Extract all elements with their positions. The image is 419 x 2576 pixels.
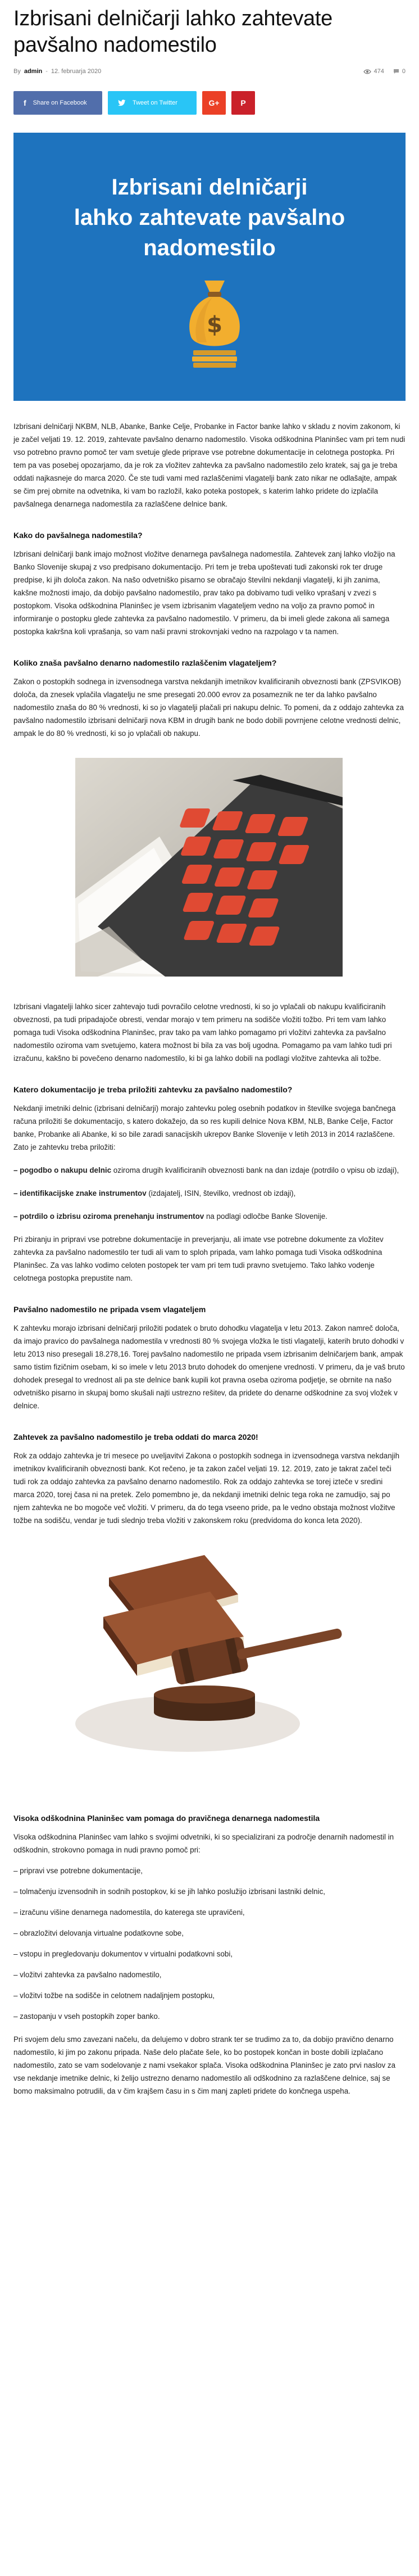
section-paragraph: Pri zbiranju in pripravi vse potrebne dokumentacije in preverjanju, ali imate vse potrebne dokumente za vložitev zahtevka za pavšalno nadomestilo ter tudi ali vam to sploh pripada, vam lahko pomaga tudi Visoka odškodnina Planinšec. Za vas lahko vodimo celoten postopek ter vam pri tem tudi pravno svetujemo. Tako lahko vodenje celotnega postopka prepustite nam.	[13, 1235, 384, 1282]
share-facebook-label: Share on Facebook	[33, 100, 87, 106]
section-paragraph: K zahtevku morajo izbrisani delničarji priložiti podatek o bruto dohodku vlagatelja v letu 2013. Zakon namreč določa, da imajo pravico do pavšalnega nadomestila v vrednosti 80 % svojega vložka le tisti vlagatelji, katerih bruto dohodki v letu 2013 niso presegali 18.278,16. Torej pavšalno nadomestilo ne pripada vsem izbrisanim delničarjem bank, ampak samo tistim fizičnim osebam, ki so imele v letu 2013 bruto dohodek do omenjene vrednosti. V primeru, da je vaš bruto dohodek presegal to vrednost ali pa ste delnice bank kupili kot pravna oseba oziroma podjetje, se obrnite na našo odvetniško pisarno in skupaj bomo skušali najti ustrezno rešitev, da pridete do denarne odškodnine za svoj vložek v delnice.	[13, 1324, 405, 1410]
hero-title-line: lahko zahtevate pavšalno	[74, 205, 345, 230]
list-item-text: (izdajatelj, ISIN, številko, vrednost ob izdaji),	[146, 1189, 296, 1197]
article-intro: Izbrisani delničarji NKBM, NLB, Abanke, Banke Celje, Probanke in Factor banke lahko v skladu z novim zakonom, ki je začel veljati 19. 12. 2019, zahtevate pavšalno denarno nadomestilo. Visoka odškodnina Planinšec vam pri tem nudi vso potrebno pravno pomoč ter vam svetuje glede priprave vse potrebne dokumentacije in celotnega postopka. Pri tem pa vas posebej opozarjamo, da je rok za vložitev zahtevka za pavšalno nadomestilo zelo kratek, saj ga je treba oddati najkasneje do marca 2020. Če ste tudi vami med razlaščenimi vlagatelji bank zato nikar ne odlašajte, ampak se čim prej obrnite na odvetnika, ki vam bo razložil, kako poteka postopek, s katerim lahko pridete do izplačila pavšalnega denarnega nadomestila za razlaščene delnice bank.	[13, 422, 406, 508]
list-item: – izračunu višine denarnega nadomestila, do katerega ste upravičeni,	[13, 1908, 245, 1917]
list-item: – tolmačenju izvensodnih in sodnih postopkov, ki se jih lahko poslužijo izbrisani lastniki delnic,	[13, 1887, 326, 1896]
calculator-illustration	[75, 758, 343, 977]
views-stat	[363, 68, 384, 75]
twitter-icon	[118, 100, 126, 106]
hero-image	[13, 133, 406, 401]
section-heading: Koliko znaša pavšalno denarno nadomestilo razlaščenim vlagateljem?	[13, 658, 277, 667]
dollar-sign: $	[207, 312, 222, 338]
post-meta	[13, 66, 406, 76]
section-paragraph: Izbrisani vlagatelji lahko sicer zahtevajo tudi povračilo celotne vrednosti, ki so jo vplačali ob nakupu kvalificiranih obveznosti, pa tudi pripadajoče obresti, vendar morajo v tem primeru na sodišče vložiti tožbo. Pri tem vam lahko pomaga tudi Visoka odškodnina Planinšec, prav tako pa vam lahko pomagamo pri vložitvi zahtevka za pavšalno nadomestilo oziroma vam svetujemo, katera možnost bi bila za vas bolj ugodna. Pomagamo pa vam lahko tudi pri izračunu, kakšno bi povečeno denarno nadomestilo, ki bi ga lahko dobili na podlagi vložitve zahtevka ali tožbe.	[13, 1002, 392, 1063]
list-item	[13, 1210, 406, 1223]
section-heading: Pavšalno nadomestilo ne pripada vsem vlagateljem	[13, 1305, 206, 1314]
hero-title-line: nadomestilo	[143, 236, 276, 260]
list-item-bold: – pogodbo o nakupu delnic	[13, 1166, 112, 1174]
section-paragraph: Izbrisani delničarji bank imajo možnost vložitve denarnega pavšalnega nadomestila. Zahtevek zanj lahko vložijo na Banko Slovenije skupaj z vso predpisano dokumentacijo. Pri tem je treba upoštevati tudi zakonski rok ter druge predpise, ki jih določa zakon. Na našo odvetniško pisarno se obračajo številni nekdanji vlagatelji, ki jih zanima, kakšne možnosti imajo, da dobijo pavšalno nadomestilo, prav tako pa dobivamo tudi veliko vprašanj v zvezi s postopkom. Visoka odškodnina Planinšec je vsem izbrisanim vlagateljem vedno na voljo za pravno pomoč in informiranje o postopku glede zahtevka za pavšalno nadomestilo. V primeru, da bi imeli glede zakona ali samega postopka kakršna koli vprašanja, so vam naši pravni strokovnjaki vedno na razpolago v ta namen.	[13, 550, 395, 636]
list-item: – vstopu in pregledovanju dokumentov v virtualni podatkovni sobi,	[13, 1950, 233, 1958]
section-heading: Kako do pavšalnega nadomestila?	[13, 531, 143, 540]
section-paragraph: Pri svojem delu smo zavezani načelu, da delujemo v dobro strank ter se trudimo za to, da dobijo pravično denarno nadomestilo, ki jim po zakonu pripada. Naše delo plačate šele, ko bo postopek končan in boste dobili izplačano nadomestilo, zato se vam sodelovanje z nami vsekakor splača. Visoka odškodnina Planinšec je zato prvi naslov za vse nekdanje imetnike delnic, ki želijo ustrezno denarno nadomestilo ali odškodnino za razlaščene delnice, saj se bomo maksimalno potrudili, da v čim krajšem času in s čim manj zapleti pridete do končnega uspeha.	[13, 2035, 396, 2095]
gavel-illustration	[70, 1544, 350, 1791]
list-item: – obrazložitvi delovanja virtualne podatkovne sobe,	[13, 1929, 184, 1937]
list-item	[13, 1164, 406, 1177]
share-pinterest-button[interactable]: P	[231, 91, 255, 115]
hero-title-line: Izbrisani delničarji	[111, 175, 308, 200]
money-bag-icon	[186, 276, 243, 372]
section-paragraph: Zakon o postopkih sodnega in izvensodnega varstva nekdanjih imetnikov kvalificiranih obveznosti bank (ZPSVIKOB) določa, da znesek vplačila vlagatelju ne sme presegati 20.000 evrov za posameznik ne ter da lahko pavšalno nadomestilo znaša do 80 % vrednosti, ki so jo vlagatelji plačali pri nakupu delnic. To pomeni, da z oddajo zahtevka za pavšalno nadomestilo izbrisani delničarji nova KBM in drugih bank ne bodo dobili povrnjene celotne vrednosti delnic, ampak le do 80 % vrednosti, ki so jo vplačali ob nakupu.	[13, 677, 404, 738]
section-paragraph: Nekdanji imetniki delnic (izbrisani delničarji) morajo zahtevku poleg osebnih podatkov in številke svojega bančnega računa priložiti še dokumentacijo, s katero dokažejo, da so res kupili delnice Nova KBM, NLB, Banke Celje, Factor banke, Probanke ali Abanke, ki so bile zaradi sanacijskih ukrepov Banke Slovenije v letih 2013 in 2014 razlaščene. Zato je zahtevku treba priložiti:	[13, 1104, 396, 1151]
list-item: – vložitvi tožbe na sodišče in celotnem nadaljnjem postopku,	[13, 1991, 215, 2000]
share-twitter-button[interactable]	[108, 91, 197, 115]
eye-icon	[363, 69, 371, 74]
author-link[interactable]: admin	[24, 68, 43, 75]
post-meta-left	[13, 68, 101, 75]
meta-separator: -	[45, 68, 48, 75]
share-facebook-button[interactable]	[13, 91, 102, 115]
gavel-photo	[70, 1544, 350, 1791]
share-googleplus-button[interactable]: G+	[202, 91, 226, 115]
comment-icon	[393, 69, 399, 74]
facebook-icon: f	[24, 98, 26, 107]
list-item-bold: – identifikacijske znake instrumentov	[13, 1189, 147, 1197]
list-item-text: oziroma drugih kvalificiranih obveznosti bank na dan izdaje (potrdilo o vpisu ob izdaji),	[111, 1166, 399, 1174]
post-date: 12. februarja 2020	[51, 68, 102, 75]
section-heading: Visoka odškodnina Planinšec vam pomaga do pravičnega denarnega nadomestila	[13, 1814, 320, 1823]
post-meta-right	[363, 68, 406, 75]
list-item	[13, 1187, 406, 1200]
list-item: – zastopanju v vseh postopkih zoper banko.	[13, 2012, 160, 2021]
share-bar	[13, 91, 406, 115]
hero-title	[13, 172, 406, 263]
list-item: – vložitvi zahtevka za pavšalno nadomestilo,	[13, 1971, 162, 1979]
list-item-bold: – potrdilo o izbrisu oziroma prenehanju instrumentov	[13, 1212, 204, 1221]
comments-count: 0	[402, 68, 406, 75]
share-twitter-label: Tweet on Twitter	[133, 100, 177, 106]
section-heading: Katero dokumentacijo je treba priložiti zahtevku za pavšalno nadomestilo?	[13, 1085, 293, 1094]
section-paragraph: Visoka odškodnina Planinšec vam lahko s svojimi odvetniki, ki so specializirani za področje denarnih nadomestil in odškodnin, strokovno pomaga in nudi pravno pomoč pri:	[13, 1833, 394, 1854]
calculator-photo	[75, 758, 343, 977]
by-label: By	[13, 68, 21, 75]
section-heading: Zahtevek za pavšalno nadomestilo je treba oddati do marca 2020!	[13, 1432, 258, 1441]
page-title: Izbrisani delničarji lahko zahtevate pavšalno nadomestilo	[13, 7, 333, 57]
list-item-text: na podlagi odločbe Banke Slovenije.	[204, 1212, 327, 1221]
comments-stat[interactable]	[393, 68, 406, 75]
section-paragraph: Rok za oddajo zahtevka je tri mesece po uveljavitvi Zakona o postopkih sodnega in izvensodnega varstva nekdanjih imetnikov kvalificiranih obveznosti bank. Kot rečeno, je ta zakon začel veljati 19. 12. 2019, zato je takrat začel teči tudi rok za oddajo zahtevka za pavšalno denarno nadomestilo. Rok za oddajo zahtevka se torej izteče v sredini marca 2020, torej časa ni na pretek. Zelo pomembno je, da nekdanji imetniki delnic tega roka ne zamudijo, saj po njem zahtevka ne bo mogoče več vložiti. V primeru, da do tega vseeno pride, pa le vedno obstaja možnost vložitve tožbe na sodišču, vendar je tudi slednjo treba vložiti v zakonskem roku (predvidoma do konca leta 2020).	[13, 1452, 400, 1525]
views-count: 474	[374, 68, 384, 75]
list-item: – pripravi vse potrebne dokumentacije,	[13, 1867, 143, 1875]
